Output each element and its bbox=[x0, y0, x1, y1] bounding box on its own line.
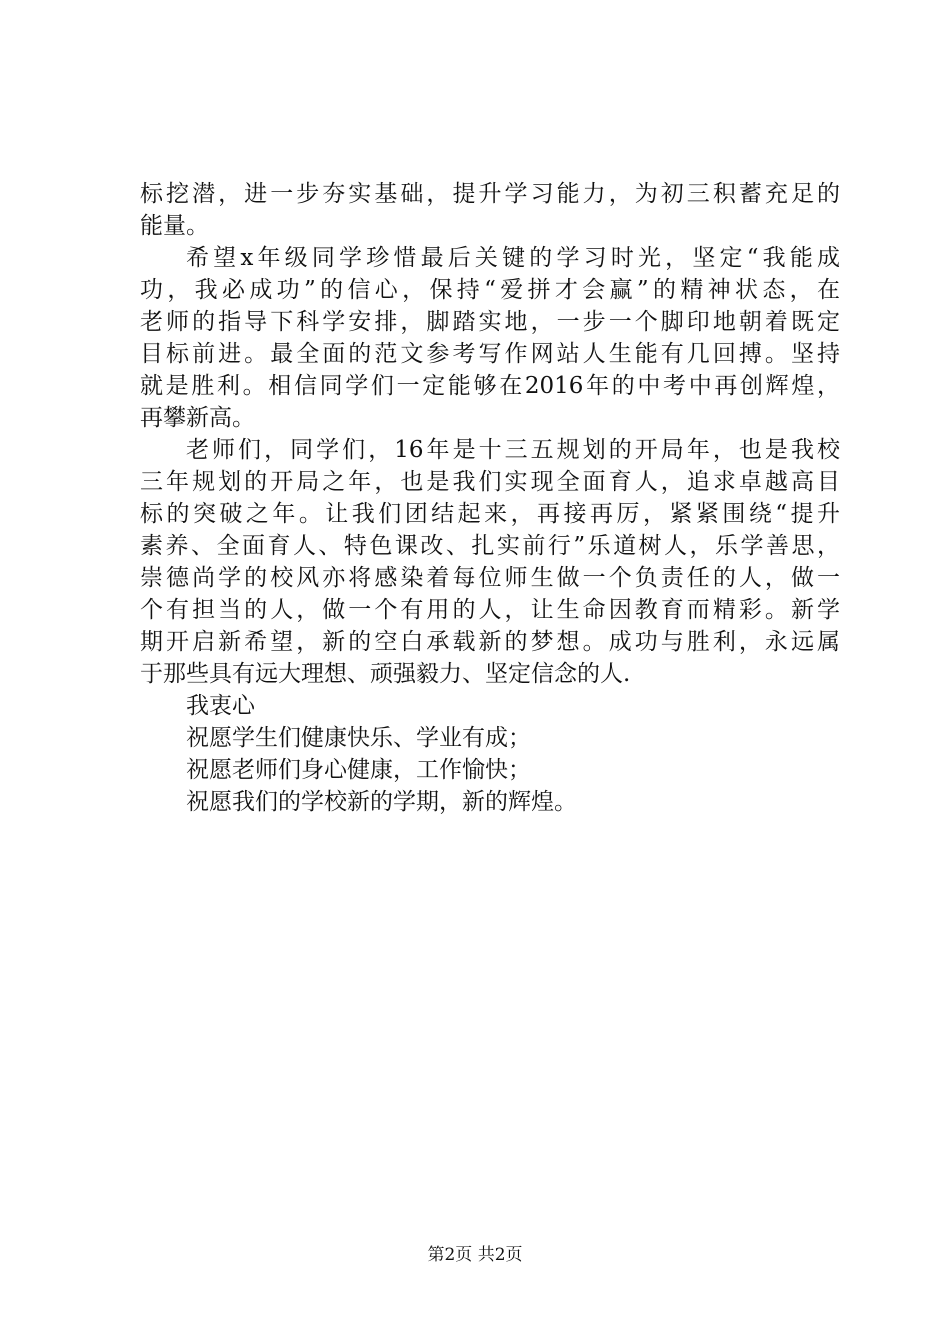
text-line: 期开启新希望，新的空白承载新的梦想。成功与胜利，永远属 bbox=[140, 629, 840, 655]
page-number-footer: 第2页 共2页 bbox=[427, 1245, 523, 1265]
text-line: 再攀新高。 bbox=[140, 405, 255, 431]
text-line: 希望x年级同学珍惜最后关键的学习时光，坚定“我能成 bbox=[186, 245, 840, 271]
paragraph-3 bbox=[140, 434, 840, 690]
paragraph-2 bbox=[140, 242, 840, 434]
text-line: 三年规划的开局之年，也是我们实现全面育人，追求卓越高目 bbox=[140, 469, 840, 495]
text-line: 崇德尚学的校风亦将感染着每位师生做一个负责任的人，做一 bbox=[140, 565, 840, 591]
text-line: 于那些具有远大理想、顽强毅力、坚定信念的人. bbox=[140, 661, 631, 687]
text-line: 就是胜利。相信同学们一定能够在2016年的中考中再创辉煌， bbox=[140, 373, 840, 399]
text-line: 老师们，同学们，16年是十三五规划的开局年，也是我校 bbox=[186, 437, 840, 463]
text-line: 老师的指导下科学安排，脚踏实地，一步一个脚印地朝着既定 bbox=[140, 309, 840, 335]
text-line: 能量。 bbox=[140, 213, 209, 239]
text-line: 目标前进。最全面的范文参考写作网站人生能有几回搏。坚持 bbox=[140, 341, 840, 367]
text-line: 标的突破之年。让我们团结起来，再接再厉，紧紧围绕“提升 bbox=[140, 501, 840, 527]
paragraph-1 bbox=[140, 178, 840, 242]
closing-line: 祝愿我们的学校新的学期，新的辉煌。 bbox=[186, 789, 577, 815]
text-line: 个有担当的人，做一个有用的人，让生命因教育而精彩。新学 bbox=[140, 597, 840, 623]
closing-line: 我衷心 bbox=[186, 693, 255, 719]
text-line: 标挖潜，进一步夯实基础，提升学习能力，为初三积蓄充足的 bbox=[140, 181, 840, 207]
closing-line: 祝愿老师们身心健康，工作愉快； bbox=[186, 757, 531, 783]
closing-line: 祝愿学生们健康快乐、学业有成； bbox=[186, 725, 531, 751]
text-line: 功，我必成功”的信心，保持“爱拼才会赢”的精神状态，在 bbox=[140, 277, 840, 303]
document-body bbox=[140, 178, 840, 818]
text-line: 素养、全面育人、特色课改、扎实前行”乐道树人，乐学善思， bbox=[140, 533, 840, 559]
closing-wishes bbox=[140, 690, 840, 818]
